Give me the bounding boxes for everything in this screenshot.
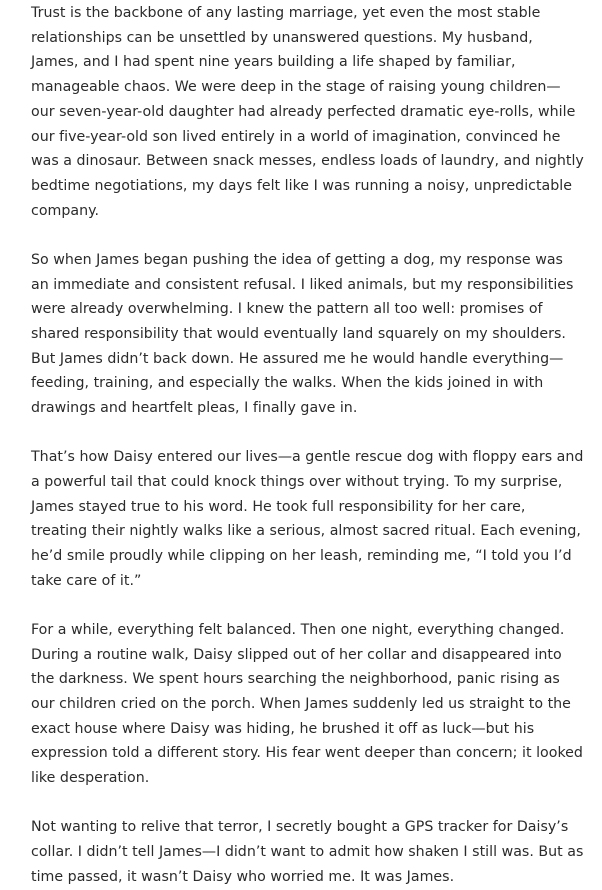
paragraph: Trust is the backbone of any lasting marriage, yet even the most stable relationships can be unsettled by unanswered questions. My husband, James, and I had spent nine years building a life shaped by familiar, manageable chaos. We were deep in the stage of raising young children—our seven-year-old daughter had already perfected dramatic eye-rolls, while our five-year-old son lived entirely in a world of imagination, convinced he was a dinosaur. Between snack messes, endless loads of laundry, and nightly bedtime negotiations, my days felt like I was running a noisy, unpredictable company. [31, 5, 584, 219]
paragraph: For a while, everything felt balanced. Then one night, everything changed. During a routine walk, Daisy slipped out of her collar and disappeared into the darkness. We spent hours searching the neighborhood, panic rising as our children cried on the porch. When James suddenly led us straight to the exact house where Daisy was hiding, he brushed it off as luck—but his expression told a different story. His fear went deeper than concern; it looked like desperation. [31, 621, 583, 787]
paragraph: That’s how Daisy entered our lives—a gentle rescue dog with floppy ears and a powerful tail that could knock things over without trying. To my surprise, James stayed true to his word. He took full responsibility for her care, treating their nightly walks like a serious, almost sacred ritual. Each evening, he’d smile proudly while clipping on her leash, reminding me, “I told you I’d take care of it.” [31, 449, 584, 589]
paragraph: So when James began pushing the idea of getting a dog, my response was an immediate and consistent refusal. I liked animals, but my responsibilities were already overwhelming. I knew the pattern all too well: promises of shared responsibility that would eventually land squarely on my shoulders. But James didn’t back down. He assured me he would handle everything—feeding, training, and especially the walks. When the kids joined in with drawings and heartfelt pleas, I finally gave in. [31, 251, 574, 417]
paragraph: Not wanting to relive that terror, I secretly bought a GPS tracker for Daisy’s collar. I didn’t tell James—I didn’t want to admit how shaken I still was. But as time passed, it wasn’t Daisy who worried me. It was James. [31, 819, 584, 885]
